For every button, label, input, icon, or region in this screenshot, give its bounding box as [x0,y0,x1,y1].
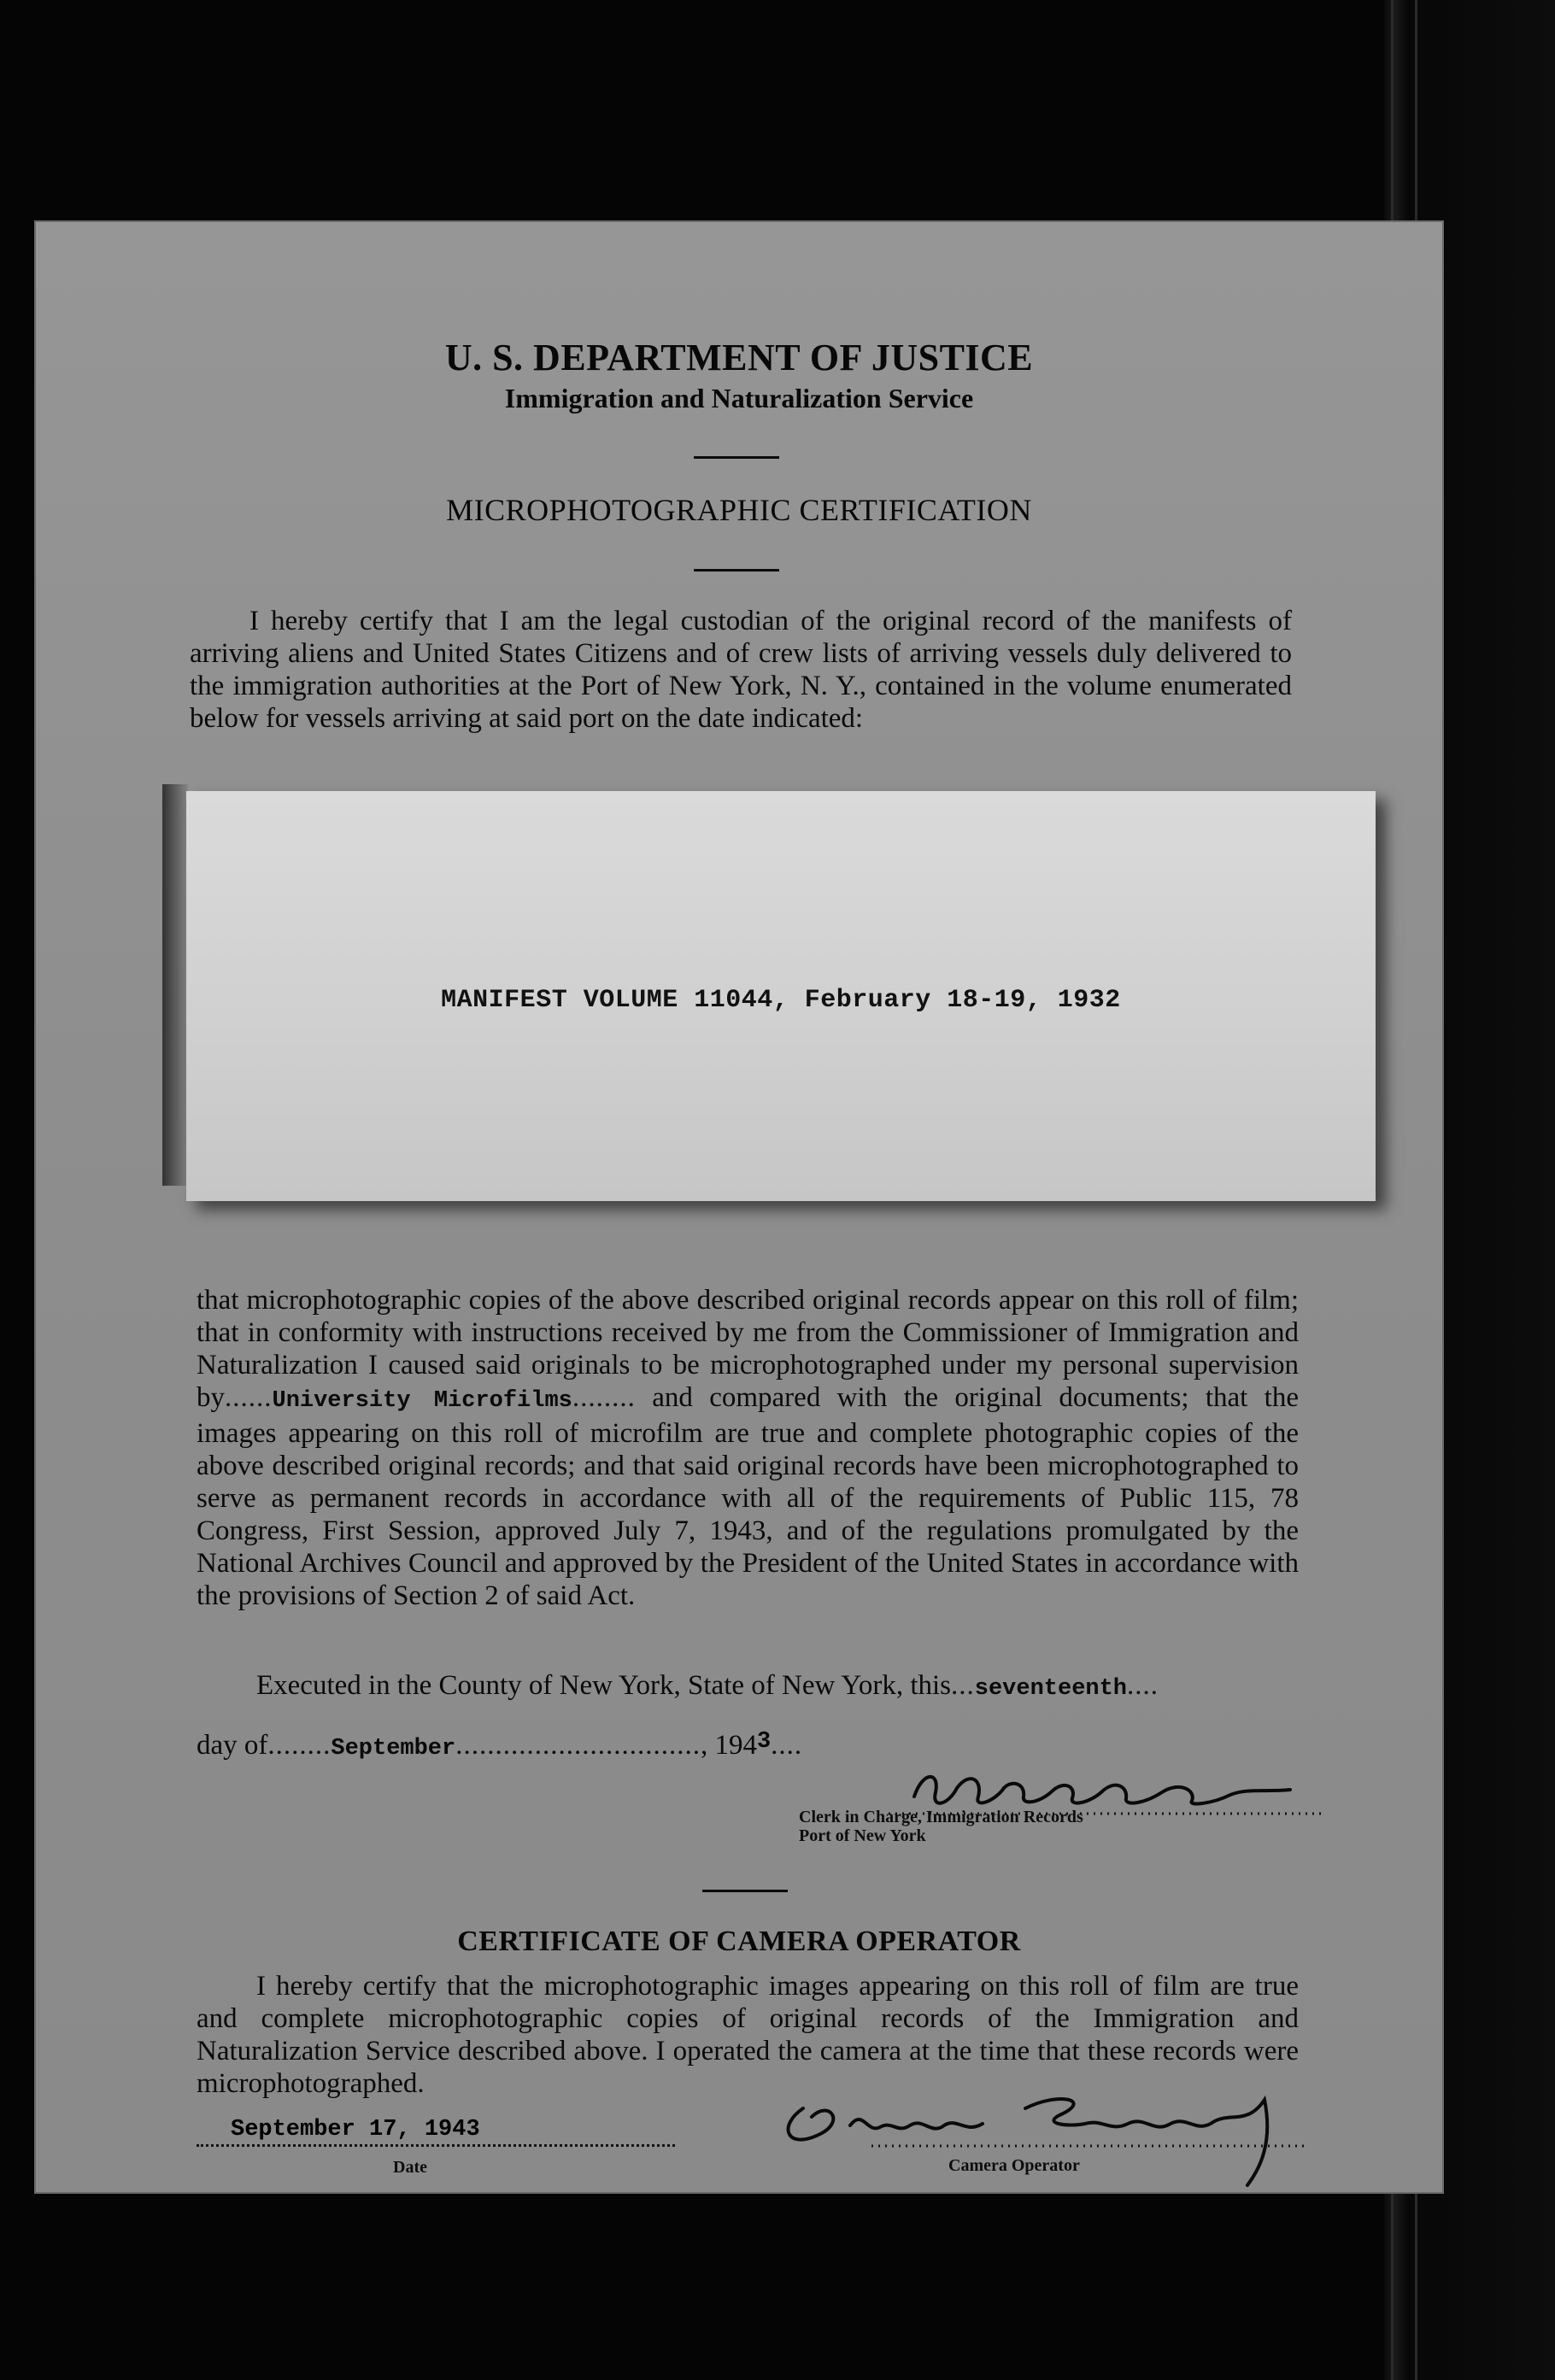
clerk-title-line1: Clerk in Charge, Immigration Records [799,1808,1083,1826]
body-paragraph: that microphotographic copies of the above described original records appear on this roll of film; that in conformity with instructions received by me from the Commissioner of Immigration and Naturalization I caused said originals to be microphotographed under my personal supervision by......University Microfilms........ and compared with the original documents; that the images appearing on this roll of microfilm are true and complete photographic copies of the above described original records; and that said original records have been microphotographed to serve as permanent records in accordance with all of the requirements of Public 115, 78 Congress, First Session, approved July 7, 1943, and of the regulations promulgated by the National Archives Council and approved by the President of the United States in accordance with the provisions of Section 2 of said Act. [197,1285,1299,1611]
camera-operator-signature [769,2074,1316,2194]
body-text-part1: that microphotographic copies of the above described original records appear on this roll of film; that in conformity with instructions received by me from the Commissioner of Immigration and Naturalization I caused said originals to be microphotographed under my personal supervision by [197,1285,1299,1413]
date-underline [197,2144,675,2147]
camera-date-value: September 17, 1943 [231,2117,480,2143]
manifest-card [186,791,1376,1201]
divider [702,1890,788,1892]
camera-operator-heading: CERTIFICATE OF CAMERA OPERATOR [457,1926,1021,1957]
year-prefix: , 194 [700,1730,757,1761]
card-shadow [162,784,188,1186]
camera-date-field [197,2115,675,2153]
manifest-volume-label: MANIFEST VOLUME 11044, February 18-19, 1932 [441,986,1121,1015]
body-text-part2: and compared with the original documents; that the images appearing on this roll of microfilm are true and complete photographic copies of the above described original records; and that said original records have been microphotographed to serve as permanent records in accordance with all of the requirements of Public 115, 78 Congress, First Session, approved July 7, 1943, and of the regulations promulgated by the National Archives Council and approved by the President of the United States in accordance with the provisions of Section 2 of said Act. [197,1382,1299,1611]
executed-prefix: Executed in the County of New York, State of New York, this [256,1670,952,1701]
executed-month: September [331,1736,456,1762]
camera-operator-label: Camera Operator [948,2156,1080,2175]
clerk-title-line2: Port of New York [799,1826,926,1845]
date-label: Date [393,2158,427,2177]
divider [694,569,779,572]
divider [694,456,779,459]
camera-certificate-text: I hereby certify that the microphotographic images appearing on this roll of film are true and complete microphotographic copies of original records of the Immigration and Naturalization Service described above. I operated the camera at the time that these records were microphotographed. [197,1971,1299,2099]
certificate-page [34,220,1444,2194]
certification-title: MICROPHOTOGRAPHIC CERTIFICATION [446,493,1032,527]
department-heading: U. S. DEPARTMENT OF JUSTICE [444,337,1034,378]
year-digit: 3 [756,1729,772,1755]
supervisor-name: University Microfilms [272,1388,572,1414]
day-of-line: day of........September..............................., $194^3$.... [197,1729,803,1762]
executed-day: seventeenth [974,1676,1128,1702]
day-of-label: day of [197,1730,268,1761]
intro-paragraph: I hereby certify that I am the legal custodian of the original record of the manifests of arriving aliens and United States Citizens and of crew lists of arriving vessels duly delivered to the immigration authorities at the Port of New York, N. Y., contained in the volume enumerated below for vessels arriving at said port on the date indicated: [190,606,1292,734]
executed-line: Executed in the County of New York, State of New York, this...seventeenth.... [256,1670,1159,1702]
service-heading: Immigration and Naturalization Service [504,383,974,413]
